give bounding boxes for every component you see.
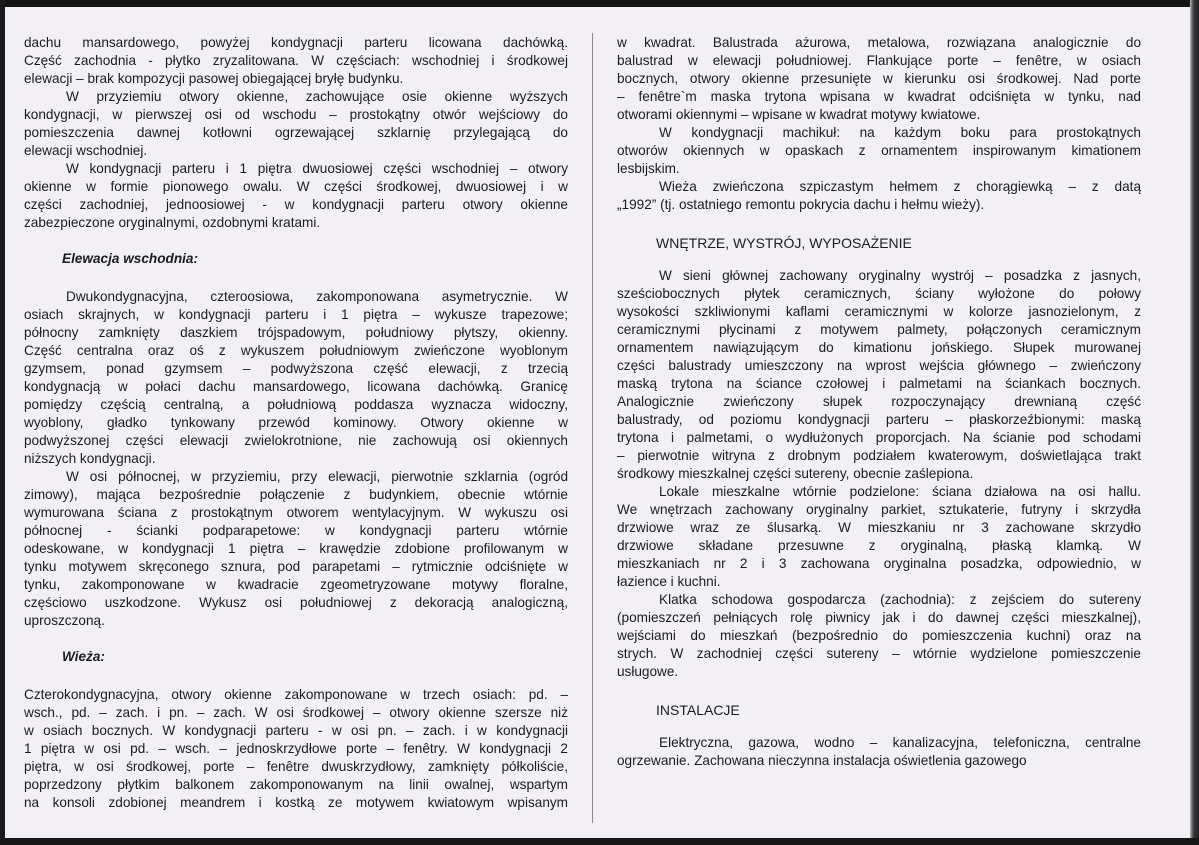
paragraph <box>617 734 1141 770</box>
text-line: balustrady, od poziomu kondygnacji parteru – płaskorzeźbionymi: maską <box>617 412 1141 427</box>
text-line: uproszczoną. <box>24 613 105 628</box>
text-line: Czterokondygnacyjna, otwory okienne zakomponowane w trzech osiach: pd. – <box>24 687 568 702</box>
text-line: tynku, zakomponowane w kwadracie zgeometryzowane motywy floralne, <box>24 577 568 592</box>
paragraph <box>617 267 1141 483</box>
paragraph <box>24 88 568 160</box>
text-line: łazience i kuchni. <box>617 574 721 589</box>
text-line: otworami okiennymi – wpisane w kwadrat motywy kwiatowe. <box>617 107 981 122</box>
text-line: sześciobocznych płytek ceramicznych, ściany wyłożone do połowy <box>617 286 1141 301</box>
text-line: środkowy mieszkalnej części sutereny, obecnie zaślepiona. <box>617 466 974 481</box>
text-line: gzymsem, ponad gzymsem – podwyższona część elewacji, z trzecią <box>24 361 568 376</box>
paragraph <box>617 34 1141 124</box>
text-line: W przyziemiu otwory okienne, zachowujące osie okienne wyższych <box>66 89 568 104</box>
text-line: odeskowane, w kondygnacji 1 piętra – krawędzie zdobione profilowanym w <box>24 541 568 556</box>
text-line: kondygnacji, w pierwszej osi od wschodu – prostokątny otwór wejściowy do <box>24 107 568 122</box>
scan-edge-top <box>0 0 1199 7</box>
text-line: ceramicznymi płycinami z motywem palmety, połączonych ceramicznym <box>617 322 1141 337</box>
text-line: Część centralna oraz oś z wykuszem południowym zwieńczone wyoblonym <box>24 343 568 358</box>
text-line: – pierwotnie witryna z drobnym podziałem kwaterowym, doświetlająca trakt <box>617 448 1141 463</box>
section-heading: INSTALACJE <box>656 702 740 718</box>
text-line: trytona i palmetami, o wydłużonych proporcjach. Na ścianie pod schodami <box>617 430 1141 445</box>
text-line: pomieszczenia dawnej kotłowni ogrzewającej szklarnię przylegającą do <box>24 125 568 140</box>
text-line: We wnętrzach zachowany oryginalny parkiet, sztukaterie, futryny i skrzydła <box>617 502 1141 517</box>
text-line: lesbijskim. <box>617 161 680 176</box>
text-line: Część zachodnia - płytko zryzalitowana. W częściach: wschodniej i środkowej <box>24 53 568 68</box>
paragraph <box>24 160 568 232</box>
text-line: dachu mansardowego, powyżej kondygnacji parteru licowana dachówką. <box>24 35 568 50</box>
text-line: W sieni głównej zachowany oryginalny wystrój – posadzka z jasnych, <box>659 268 1141 283</box>
text-line: tynku motywem skręconego sznura, pod parapetami – rytmicznie odciśnięte w <box>24 559 568 574</box>
column-divider <box>592 33 593 823</box>
right-column <box>617 34 1141 770</box>
scan-edge-right <box>1190 0 1199 845</box>
text-line: w kwadrat. Balustrada ażurowa, metalowa, rozwiązana analogicznie do <box>617 35 1141 50</box>
paragraph <box>24 686 568 812</box>
text-line: w osiach bocznych. W kondygnacji parteru - w osi pn. – zach. i w kondygnacji <box>24 723 568 738</box>
text-line: wejściami do mieszkań (bezpośrednio do pomieszczenia kuchni) oraz na <box>617 628 1141 643</box>
scan-edge-bottom <box>0 838 1199 845</box>
text-line: części balustrady umieszczony na wprost wejścia głównego – zwieńczony <box>617 358 1141 373</box>
text-line: okienne w formie pionowego owalu. W części środkowej, dwuosiowej i w <box>24 179 568 194</box>
text-line: osiach skrajnych, w kondygnacji parteru i 1 piętra – wykusze trapezowe; <box>24 307 568 322</box>
text-line: (pomieszczeń pełniących rolę piwnicy jak i do dawnej części mieszkalnej), <box>617 610 1141 625</box>
text-line: wsch., pd. – zach. i pn. – zach. W osi środkowej – otwory okienne szersze niż <box>24 705 568 720</box>
text-line: zabezpieczone oryginalnymi, ozdobnymi kratami. <box>24 215 321 230</box>
text-line: kondygnacją w połaci dachu mansardowego, licowana dachówką. Granicę <box>24 379 568 394</box>
text-line: piętra, w osi środkowej, porte – fenêtre dwuskrzydłowy, zamknięty półkoliście, <box>24 759 568 774</box>
text-line: mieszkaniach nr 2 i 3 zachowana oryginalna posadzka, odpowiednio, w <box>617 556 1141 571</box>
paragraph <box>617 591 1141 681</box>
text-line: strych. W zachodniej części sutereny – wtórnie wydzielone pomieszczenie <box>617 646 1141 661</box>
text-line: Wieża zwieńczona szpiczastym hełmem z chorągiewką – z datą <box>659 179 1141 194</box>
text-line: północnej - ścianki podparapetowe: w kondygnacji parteru wtórnie <box>24 523 568 538</box>
text-line: ornamentem nawiązującym do kimationu jońskiego. Słupek murowanej <box>617 340 1141 355</box>
text-line: W kondygnacji parteru i 1 piętra dwuosiowej części wschodniej – otwory <box>66 161 568 176</box>
text-line: ogrzewanie. Zachowana nieczynna instalacja oświetlenia gazowego <box>617 753 1027 768</box>
text-line: Klatka schodowa gospodarcza (zachodnia): z zejściem do sutereny <box>659 592 1141 607</box>
text-line: zimowy), mająca bezpośrednie połączenie z budynkiem, obecnie wtórnie <box>24 487 568 502</box>
paragraph <box>617 483 1141 591</box>
scan-edge-left <box>0 0 5 845</box>
text-line: elewacji wschodniej. <box>24 143 148 158</box>
text-line: Elektryczna, gazowa, wodno – kanalizacyjna, telefoniczna, centralne <box>659 735 1141 750</box>
text-line: Analogicznie zwieńczony słupek rozpoczynający drewnianą część <box>617 394 1141 409</box>
text-line: wysokości szkliwionymi kaflami ceramicznymi w kolorze jasnozielonym, z <box>617 304 1141 319</box>
text-line: „1992” (tj. ostatniego remontu pokrycia dachu i hełmu wieży). <box>617 197 985 212</box>
paragraph <box>617 178 1141 214</box>
section-heading: Wieża: <box>62 649 105 664</box>
text-line: bocznych, otwory okienne przesunięte w kierunku osi środkowej. Nad porte <box>617 71 1141 86</box>
text-line: wyoblony, gładko tynkowany przewód kominowy. Otwory okienne w <box>24 415 568 430</box>
text-line: części zachodniej, jednoosiowej - w kondygnacji parteru otwory okienne <box>24 197 568 212</box>
text-line: Dwukondygnacyjna, czteroosiowa, zakomponowana asymetrycznie. W <box>66 289 568 304</box>
paragraph <box>24 468 568 630</box>
section-heading: WNĘTRZE, WYSTRÓJ, WYPOSAŻENIE <box>656 235 912 251</box>
text-line: elewacji – brak kompozycji pasowej obiegającej bryłę budynku. <box>24 71 404 86</box>
text-line: podwyższonej części elewacji zwielokrotnione, nie zachowują osi okiennych <box>24 433 568 448</box>
paragraph <box>617 124 1141 178</box>
text-line: otworów okiennych w opaskach z ornamentem inspirowanym kimationem <box>617 143 1141 158</box>
text-line: drzwiowe wraz ze ślusarką. W mieszkaniu nr 3 zachowane skrzydło <box>617 520 1141 535</box>
paragraph <box>24 34 568 88</box>
text-line: północny zamknięty daszkiem trójspadowym, południowy płytszy, okienny. <box>24 325 568 340</box>
text-line: 1 piętra w osi pd. – wsch. – jednoskrzydłowe porte – fenêtry. W kondygnacji 2 <box>24 741 568 756</box>
text-line: drzwiowe składane przesuwne z oryginalną, płaską klamką. W <box>617 538 1141 553</box>
text-line: poprzedzony płytkim balkonem zakomponowanym na linii owalnej, wspartym <box>24 777 568 792</box>
text-line: W osi północnej, w przyziemiu, przy elewacji, pierwotnie szklarnia (ogród <box>66 469 568 484</box>
text-line: niższych kondygnacji. <box>24 451 156 466</box>
section-heading: Elewacja wschodnia: <box>62 251 198 266</box>
text-line: pomiędzy częścią centralną, a południową poddasza wyznacza widoczny, <box>24 397 568 412</box>
left-column <box>24 34 568 812</box>
text-line: W kondygnacji machikuł: na każdym boku para prostokątnych <box>659 125 1141 140</box>
text-line: Lokale mieszkalne wtórnie podzielone: ściana działowa na osi hallu. <box>659 484 1141 499</box>
text-line: częściowo uszkodzone. Wykusz osi południowej z dekoracją analogiczną, <box>24 595 568 610</box>
text-line: maską trytona na ściance czołowej i palmetami na ściankach bocznych. <box>617 376 1141 391</box>
text-line: usługowe. <box>617 664 679 679</box>
text-line: wymurowana ściana z prostokątnym otworem wentylacyjnym. W wykuszu osi <box>24 505 568 520</box>
text-line: balustrad w elewacji południowej. Flankujące porte – fenêtre, w osiach <box>617 53 1141 68</box>
paragraph <box>24 288 568 468</box>
text-line: na konsoli zdobionej meandrem i kostką ze motywem kwiatowym wpisanym <box>24 795 568 810</box>
text-line: – fenêtre`m maska trytona wpisana w kwadrat odciśnięta w tynku, nad <box>617 89 1141 104</box>
